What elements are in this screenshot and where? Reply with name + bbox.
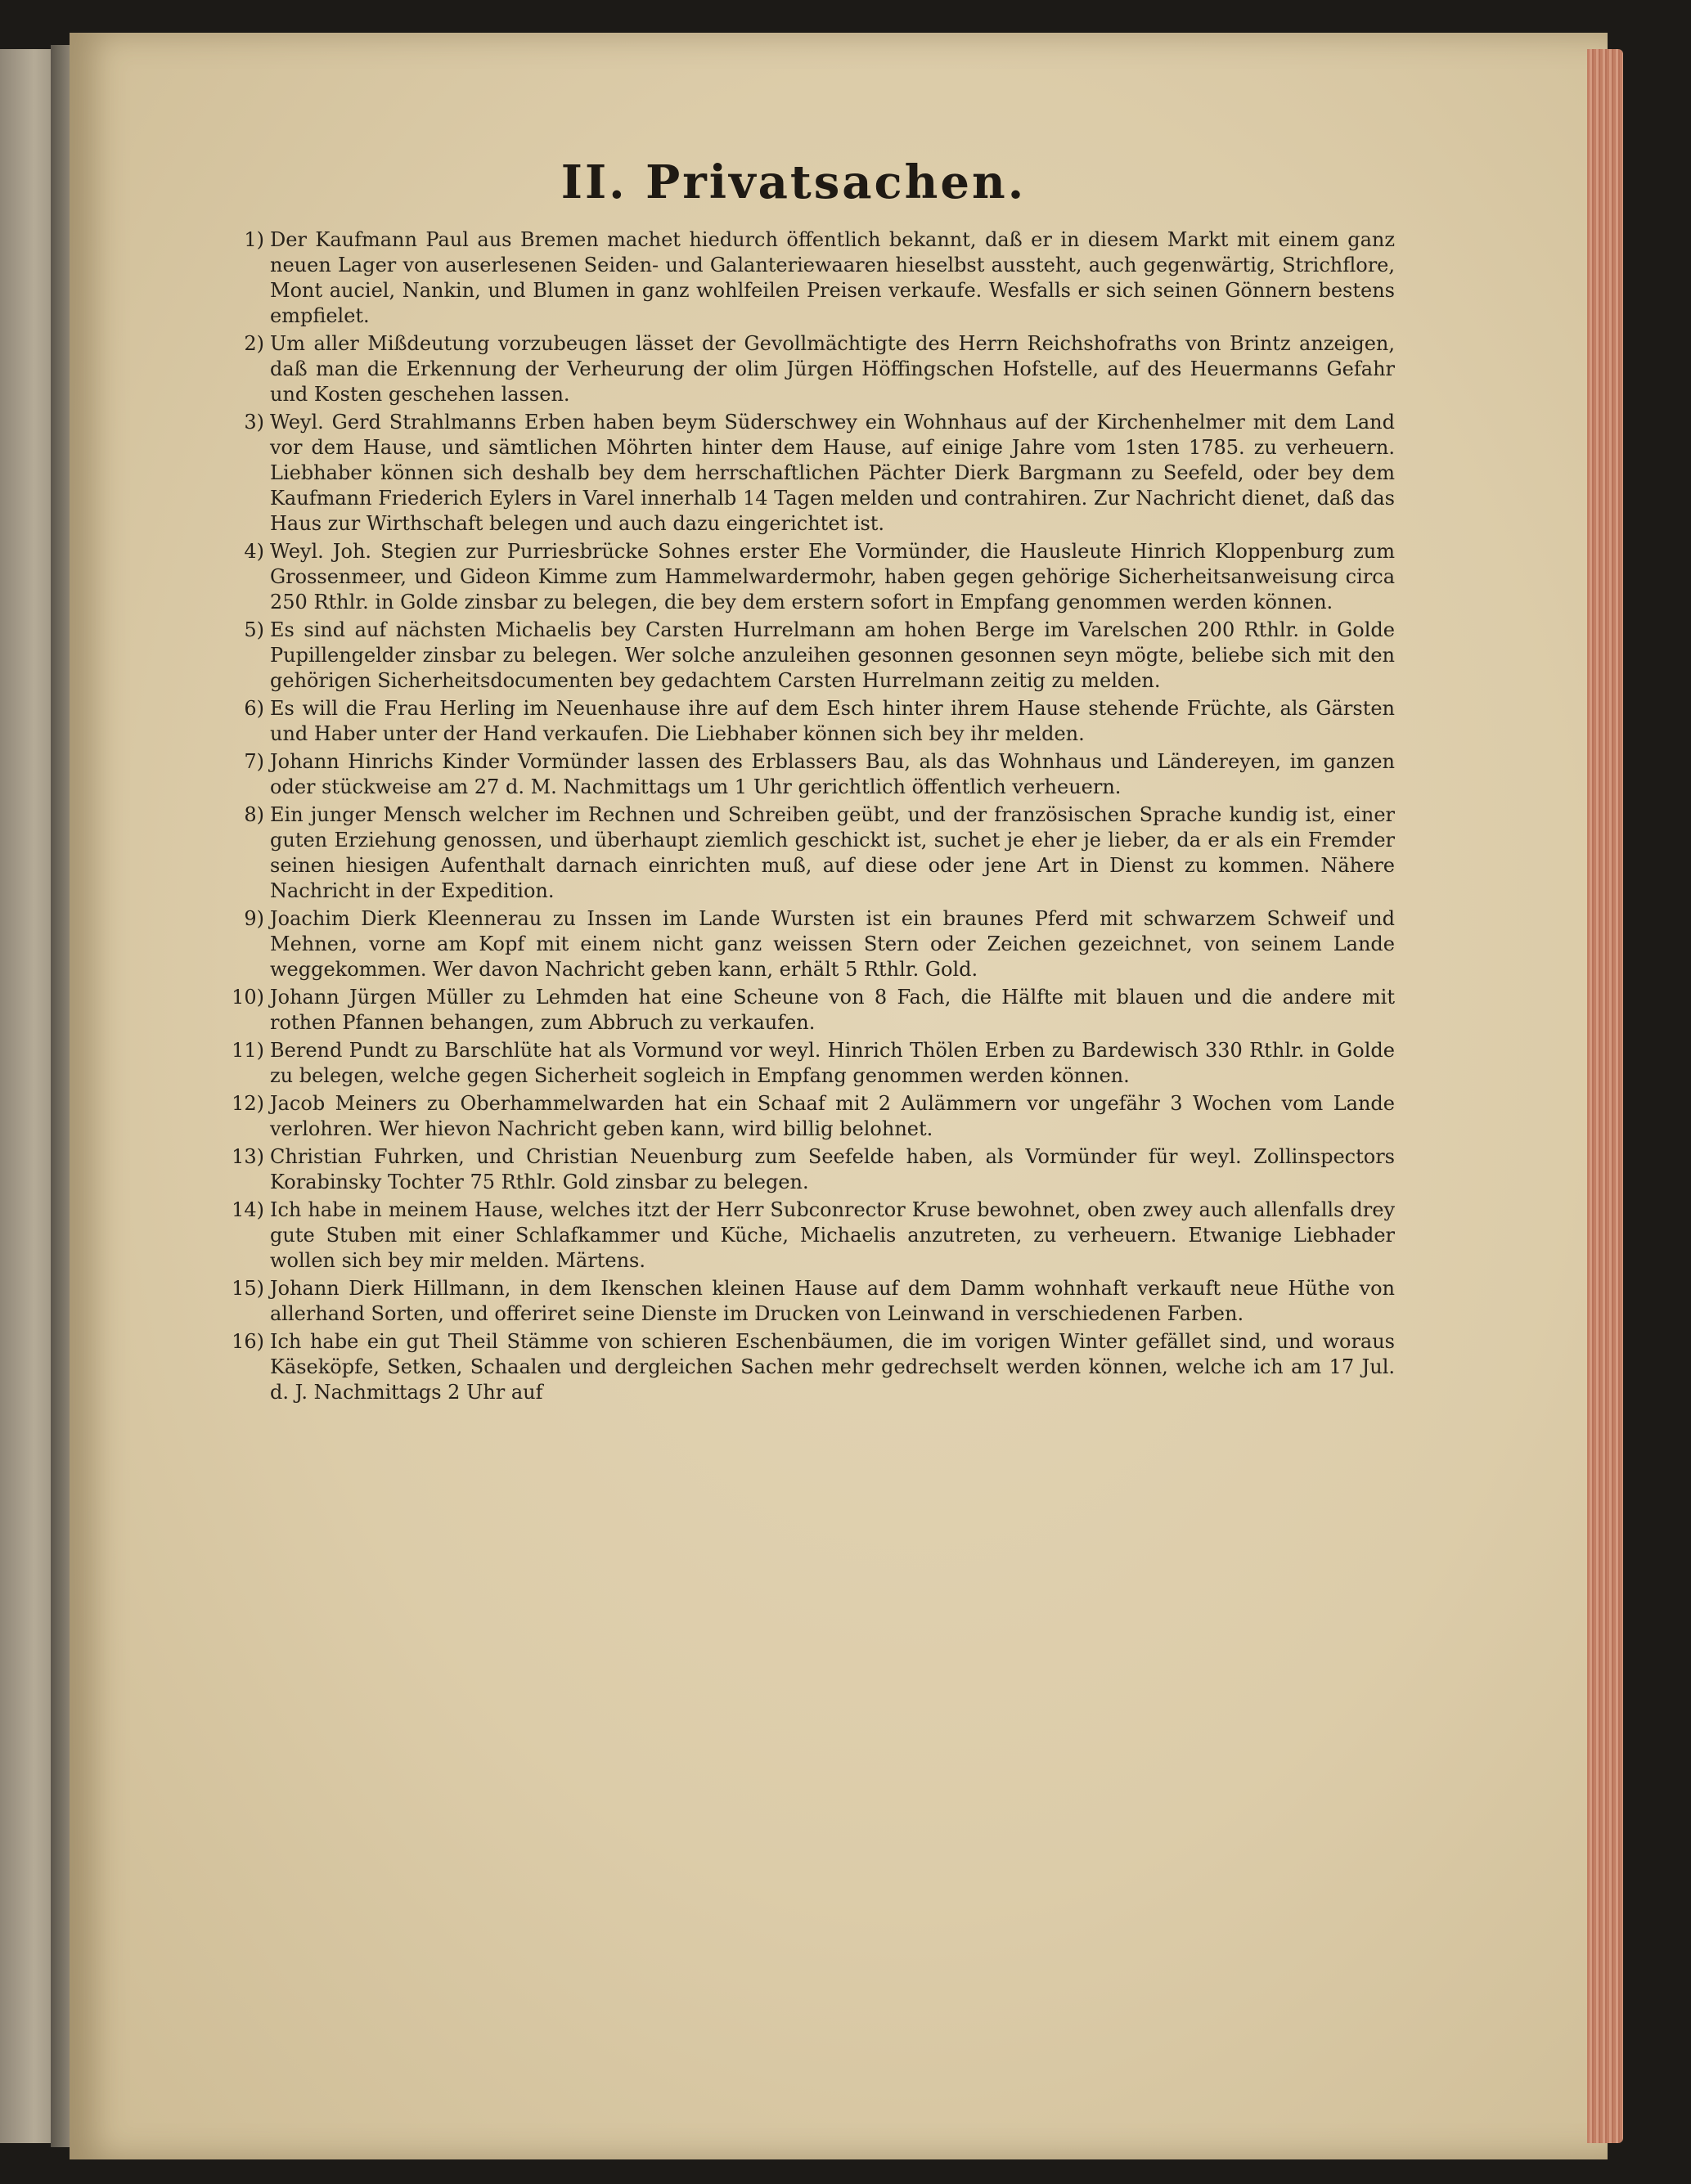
entry-number: 15)	[232, 1277, 264, 1300]
entry-text: Es will die Frau Herling im Neuenhause ihre auf dem Esch hinter ihrem Hause stehende Früchte, als Gärsten und Haber unter der Hand verkaufen. Die Liebhaber können sich bey ihr melden.	[270, 697, 1395, 745]
entry-number: 6)	[244, 697, 264, 720]
entry-number: 13)	[232, 1145, 264, 1168]
entry-text: Ich habe ein gut Theil Stämme von schieren Eschenbäumen, die im vorigen Winter gefället sind, und woraus Käseköpfe, Setken, Schaalen und dergleichen Sachen mehr gedrechselt werden können, welche ich am 17 Jul. d. J. Nachmittags 2 Uhr auf	[270, 1330, 1395, 1404]
notice-entry	[192, 906, 1395, 982]
entry-number: 2)	[244, 332, 264, 355]
entry-number: 4)	[244, 540, 264, 563]
notice-entry	[192, 696, 1395, 747]
entry-text: Ich habe in meinem Hause, welches itzt der Herr Subconrector Kruse bewohnet, oben zwey auch allenfalls drey gute Stuben mit einer Schlafkammer und Küche, Michaelis anzutreten, zu verheuern. Etwanige Liebhader wollen sich bey mir melden. Märtens.	[270, 1198, 1395, 1272]
notice-entry	[192, 1329, 1395, 1405]
facing-page-edge	[0, 49, 57, 2143]
entry-text: Es sind auf nächsten Michaelis bey Carsten Hurrelmann am hohen Berge im Varelschen 200 Rthlr. in Golde Pupillengelder zinsbar zu belegen. Wer solche anzuleihen gesonnen gesonnen seyn mögte, beliebe sich mit den gehörigen Sicherheitsdocumenten bey gedachtem Carsten Hurrelmann zeitig zu melden.	[270, 618, 1395, 692]
entry-text: Weyl. Joh. Stegien zur Purriesbrücke Sohnes erster Ehe Vormünder, die Hausleute Hinrich Kloppenburg zum Grossenmeer, und Gideon Kimme zum Hammelwardermohr, haben gegen gehörige Sicherheitsanweisung circa 250 Rthlr. in Golde zinsbar zu belegen, die bey dem erstern sofort in Empfang genommen werden können.	[270, 540, 1395, 613]
entry-number: 3)	[244, 411, 264, 434]
entry-text: Weyl. Gerd Strahlmanns Erben haben beym Süderschwey ein Wohnhaus auf der Kirchenhelmer mit dem Land vor dem Hause, und sämtlichen Möhrten hinter dem Hause, auf einige Jahre vom 1sten 1785. zu verheuern. Liebhaber können sich deshalb bey dem herrschaftlichen Pächter Dierk Bargmann zu Seefeld, oder bey dem Kaufmann Friederich Eylers in Varel innerhalb 14 Tagen melden und contrahiren. Zur Nachricht dienet, daß das Haus zur Wirthschaft belegen und auch dazu eingerichtet ist.	[270, 411, 1395, 535]
entry-number: 8)	[244, 803, 264, 826]
entry-text: Der Kaufmann Paul aus Bremen machet hiedurch öffentlich bekannt, daß er in diesem Markt mit einem ganz neuen Lager von auserlesenen Seiden- und Galanteriewaaren hieselbst aussteht, auch gegenwärtig, Strichflore, Mont auciel, Nankin, und Blumen in ganz wohlfeilen Preisen verkaufe. Wesfalls er sich seinen Gönnern bestens empfielet.	[270, 228, 1395, 327]
notice-entry	[192, 410, 1395, 537]
entry-number: 10)	[232, 986, 264, 1009]
entry-text: Christian Fuhrken, und Christian Neuenburg zum Seefelde haben, als Vormünder für weyl. Zollinspectors Korabinsky Tochter 75 Rthlr. Gold zinsbar zu belegen.	[270, 1145, 1395, 1193]
notice-entry	[192, 1038, 1395, 1089]
entry-text: Ein junger Mensch welcher im Rechnen und Schreiben geübt, und der französischen Sprache kundig ist, einer guten Erziehung genossen, und überhaupt ziemlich geschickt ist, suchet je eher je lieber, da er als ein Fremder seinen hiesigen Aufenthalt darnach einrichten muß, auf diese oder jene Art in Dienst zu kommen. Nähere Nachricht in der Expedition.	[270, 803, 1395, 902]
entry-text: Berend Pundt zu Barschlüte hat als Vormund vor weyl. Hinrich Thölen Erben zu Bardewisch 330 Rthlr. in Golde zu belegen, welche gegen Sicherheit sogleich in Empfang genommen werden können.	[270, 1039, 1395, 1087]
notice-entry	[192, 749, 1395, 800]
entry-text: Johann Dierk Hillmann, in dem Ikenschen kleinen Hause auf dem Damm wohnhaft verkauft neue Hüthe von allerhand Sorten, und offeriret seine Dienste im Drucken von Leinwand in verschiedenen Farben.	[270, 1277, 1395, 1325]
entry-number: 7)	[244, 750, 264, 773]
entry-number: 14)	[232, 1198, 264, 1221]
notice-entry	[192, 1144, 1395, 1195]
page-edges	[1587, 49, 1623, 2143]
entry-text: Joachim Dierk Kleennerau zu Inssen im Lande Wursten ist ein braunes Pferd mit schwarzem Schweif und Mehnen, vorne am Kopf mit einem nicht ganz weissen Stern oder Zeichen gezeichnet, von seinem Lande weggekommen. Wer davon Nachricht geben kann, erhält 5 Rthlr. Gold.	[270, 907, 1395, 981]
entry-number: 16)	[232, 1330, 264, 1353]
notice-entry	[192, 802, 1395, 904]
entry-number: 11)	[232, 1039, 264, 1062]
page-text	[192, 155, 1395, 1408]
entry-number: 1)	[244, 228, 264, 251]
entry-text: Um aller Mißdeutung vorzubeugen lässet der Gevollmächtigte des Herrn Reichshofraths von Brintz anzeigen, daß man die Erkennung der Verheurung der olim Jürgen Höffingschen Hofstelle, auf des Heuermanns Gefahr und Kosten geschehen lassen.	[270, 332, 1395, 406]
entry-text: Johann Jürgen Müller zu Lehmden hat eine Scheune von 8 Fach, die Hälfte mit blauen und die andere mit rothen Pfannen behangen, zum Abbruch zu verkaufen.	[270, 986, 1395, 1034]
notice-entry	[192, 1198, 1395, 1274]
notice-entry	[192, 227, 1395, 329]
notice-entry	[192, 618, 1395, 694]
notice-entry	[192, 1276, 1395, 1327]
entry-number: 5)	[244, 618, 264, 641]
notice-entry	[192, 331, 1395, 407]
notice-entry	[192, 1091, 1395, 1142]
entry-text: Johann Hinrichs Kinder Vormünder lassen des Erblassers Bau, als das Wohnhaus und Ländereyen, im ganzen oder stückweise am 27 d. M. Nachmittags um 1 Uhr gerichtlich öffentlich verheuern.	[270, 750, 1395, 798]
section-heading: II. Privatsachen.	[560, 155, 1027, 209]
entry-text: Jacob Meiners zu Oberhammelwarden hat ein Schaaf mit 2 Aulämmern vor ungefähr 3 Wochen vom Lande verlohren. Wer hievon Nachricht geben kann, wird billig belohnet.	[270, 1092, 1395, 1140]
entries-list	[192, 227, 1395, 1405]
notice-entry	[192, 985, 1395, 1036]
entry-number: 9)	[244, 907, 264, 930]
notice-entry	[192, 539, 1395, 615]
entry-number: 12)	[232, 1092, 264, 1115]
